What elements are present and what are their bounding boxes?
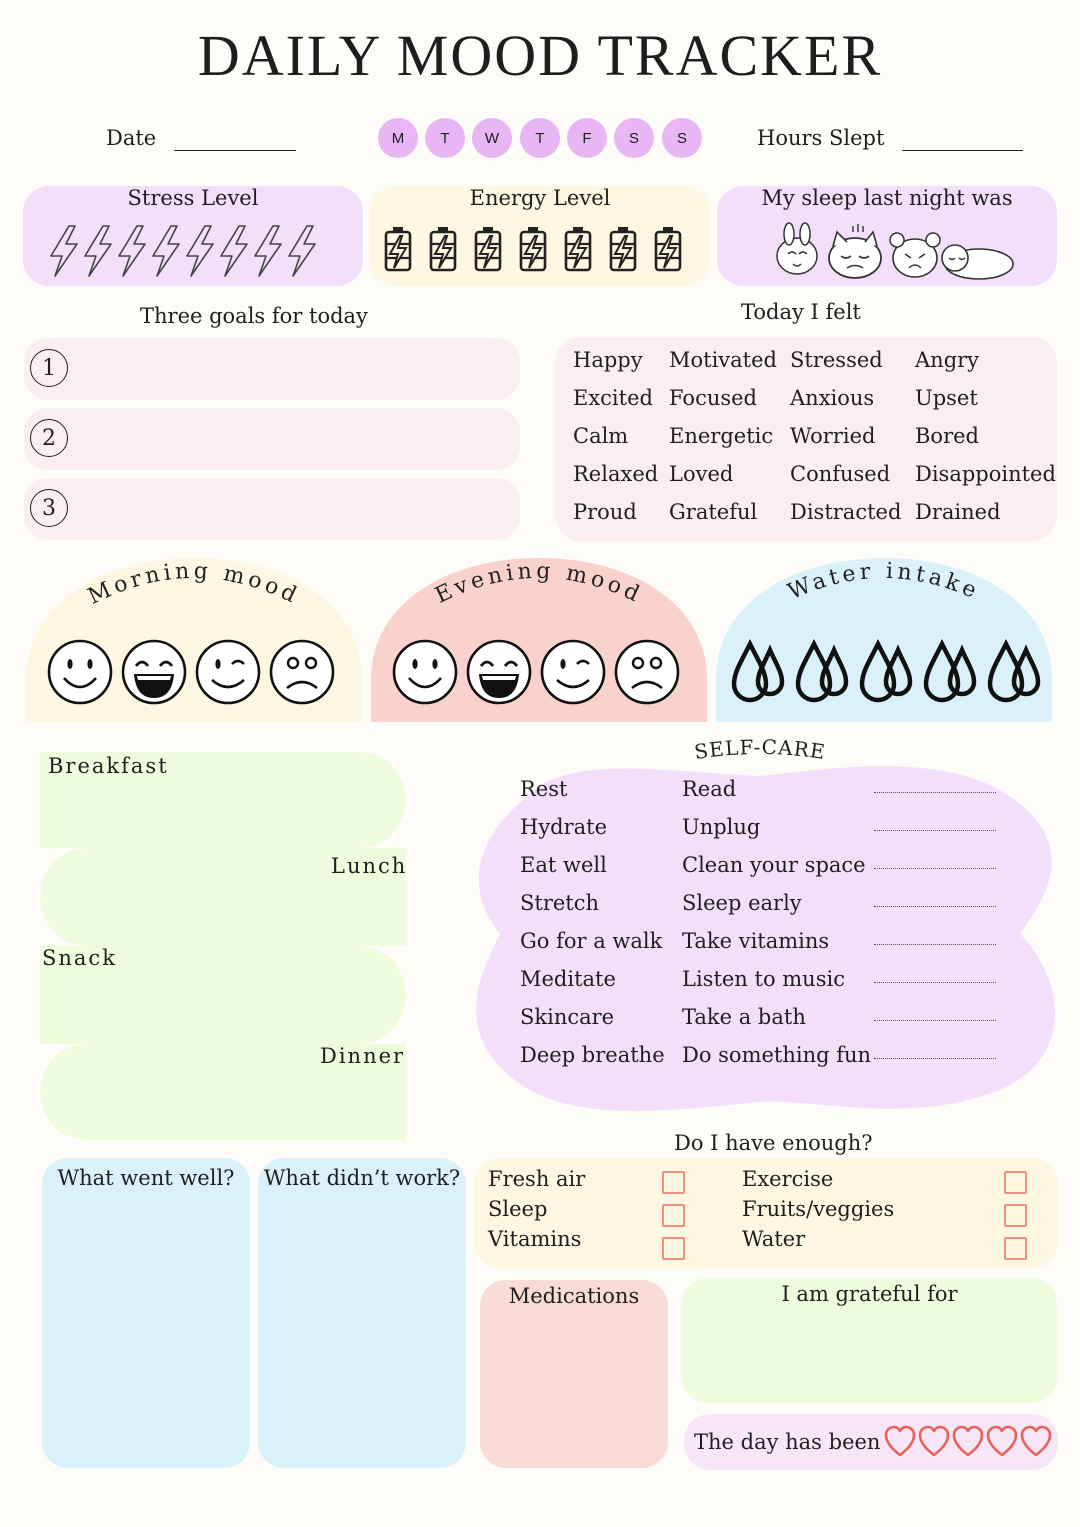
day-circle-wednesday[interactable]: W — [472, 118, 512, 158]
page-title: DAILY MOOD TRACKER — [197, 23, 883, 88]
sleeping-bear-sticker-icon[interactable] — [942, 245, 1013, 279]
morning-mood-title: Morning mood — [84, 558, 304, 610]
went-well-card[interactable] — [42, 1158, 250, 1468]
goal-number-1: 1 — [30, 349, 68, 387]
self-care-item: Listen to music — [682, 967, 845, 991]
crying-cat-sticker-icon[interactable] — [829, 224, 881, 278]
didnt-work-card[interactable] — [258, 1158, 466, 1468]
stress-bolts — [47, 224, 347, 278]
breakfast-label: Breakfast — [48, 754, 169, 778]
lightning-bolt-icon-5[interactable] — [187, 226, 213, 276]
goals-title: Three goals for today — [140, 304, 368, 328]
battery-icon-1[interactable] — [386, 227, 410, 270]
battery-icon-3[interactable] — [476, 227, 500, 270]
self-care-item: Eat well — [520, 853, 607, 877]
water-drop-icon-5[interactable] — [990, 644, 1038, 700]
water-intake-title: Water intake — [784, 558, 984, 606]
enough-checkbox[interactable] — [1004, 1204, 1027, 1227]
goal-row-2[interactable] — [24, 408, 520, 470]
laugh-icon-2[interactable] — [123, 641, 185, 703]
smile-icon-1[interactable] — [394, 641, 456, 703]
day-rating-hearts — [882, 1424, 1054, 1460]
lightning-bolt-icon-4[interactable] — [153, 226, 179, 276]
feeling-option[interactable]: Worried — [790, 424, 876, 448]
water-drops — [726, 638, 1046, 712]
self-care-dotted-line[interactable] — [874, 1058, 996, 1059]
self-care-item: Unplug — [682, 815, 761, 839]
enough-item: Fruits/veggies — [742, 1197, 895, 1221]
lunch-label: Lunch — [331, 854, 408, 878]
wink-icon-3[interactable] — [542, 641, 604, 703]
sad-icon-4[interactable] — [271, 641, 333, 703]
water-drop-icon-2[interactable] — [798, 644, 846, 700]
feeling-option[interactable]: Proud — [573, 500, 637, 524]
day-circle-sunday[interactable]: S — [662, 118, 702, 158]
felt-title: Today I felt — [741, 300, 861, 324]
self-care-dotted-line[interactable] — [874, 830, 996, 831]
day-circle-tuesday[interactable]: T — [425, 118, 465, 158]
self-care-item: Hydrate — [520, 815, 608, 839]
energy-batteries — [380, 224, 700, 278]
enough-item: Water — [742, 1227, 806, 1251]
lightning-bolt-icon-8[interactable] — [289, 226, 315, 276]
water-drop-icon-1[interactable] — [734, 644, 782, 700]
enough-item: Exercise — [742, 1167, 834, 1191]
bear-sticker-icon[interactable] — [890, 233, 940, 277]
medications-title: Medications — [508, 1284, 640, 1308]
enough-item: Sleep — [488, 1197, 548, 1221]
feeling-option[interactable]: Excited — [573, 386, 653, 410]
feeling-option[interactable]: Anxious — [790, 386, 875, 410]
sleep-stickers — [769, 220, 1019, 282]
energy-level-title: Energy Level — [469, 186, 611, 210]
self-care-item: Deep breathe — [520, 1043, 665, 1067]
laugh-icon-2[interactable] — [468, 641, 530, 703]
heart-icon-3[interactable] — [954, 1427, 982, 1455]
self-care-item: Read — [682, 777, 737, 801]
feeling-option[interactable]: Motivated — [669, 348, 777, 372]
goal-row-3[interactable] — [24, 478, 520, 540]
self-care-title: SELF-CARE — [692, 734, 828, 765]
self-care-item: Take a bath — [682, 1005, 806, 1029]
self-care-item: Rest — [520, 777, 568, 801]
went-well-title: What went well? — [57, 1166, 235, 1190]
enough-checkbox[interactable] — [1004, 1237, 1027, 1260]
dinner-label: Dinner — [320, 1044, 406, 1068]
battery-icon-5[interactable] — [566, 227, 590, 270]
goal-row-1[interactable] — [24, 338, 520, 400]
date-field[interactable] — [174, 150, 296, 151]
day-circle-thursday[interactable]: T — [520, 118, 560, 158]
bunny-sticker-icon[interactable] — [777, 223, 817, 274]
feeling-option[interactable]: Happy — [573, 348, 643, 372]
self-care-dotted-line[interactable] — [874, 1020, 996, 1021]
feeling-option[interactable]: Angry — [915, 348, 980, 372]
lightning-bolt-icon-3[interactable] — [119, 226, 145, 276]
date-label: Date — [106, 126, 157, 150]
self-care-dotted-line[interactable] — [874, 982, 996, 983]
feeling-option[interactable]: Bored — [915, 424, 979, 448]
self-care-item: Skincare — [520, 1005, 615, 1029]
feeling-option[interactable]: Grateful — [669, 500, 758, 524]
lightning-bolt-icon-1[interactable] — [51, 226, 77, 276]
battery-icon-6[interactable] — [611, 227, 635, 270]
enough-checkbox[interactable] — [662, 1204, 685, 1227]
enough-checkbox[interactable] — [662, 1171, 685, 1194]
goal-number-3: 3 — [30, 489, 68, 527]
feeling-option[interactable]: Focused — [669, 386, 757, 410]
enough-checkbox[interactable] — [1004, 1171, 1027, 1194]
feeling-option[interactable]: Drained — [915, 500, 1001, 524]
didnt-work-title: What didn’t work? — [263, 1166, 461, 1190]
sad-icon-4[interactable] — [616, 641, 678, 703]
enough-title: Do I have enough? — [674, 1131, 873, 1155]
battery-icon-2[interactable] — [431, 227, 455, 270]
feeling-option[interactable]: Confused — [790, 462, 891, 486]
heart-icon-2[interactable] — [920, 1427, 948, 1455]
heart-icon-4[interactable] — [988, 1427, 1016, 1455]
medications-card[interactable] — [480, 1280, 668, 1468]
battery-icon-7[interactable] — [656, 227, 680, 270]
self-care-item: Clean your space — [682, 853, 866, 877]
self-care-dotted-line[interactable] — [874, 944, 996, 945]
stress-level-card — [23, 186, 363, 286]
self-care-dotted-line[interactable] — [874, 792, 996, 793]
evening-mood-title: Evening mood — [431, 558, 647, 609]
feeling-option[interactable]: Disappointed — [915, 462, 1056, 486]
grateful-title: I am grateful for — [781, 1282, 958, 1306]
lightning-bolt-icon-6[interactable] — [221, 226, 247, 276]
feeling-option[interactable]: Loved — [669, 462, 734, 486]
self-care-item: Do something fun — [682, 1043, 872, 1067]
water-drop-icon-4[interactable] — [926, 644, 974, 700]
snack-label: Snack — [42, 946, 117, 970]
self-care-item: Go for a walk — [520, 929, 663, 953]
grateful-card[interactable] — [682, 1278, 1057, 1403]
self-care-item: Meditate — [520, 967, 616, 991]
day-rating-label: The day has been — [694, 1430, 881, 1454]
heart-icon-5[interactable] — [1022, 1427, 1050, 1455]
day-circle-friday[interactable]: F — [567, 118, 607, 158]
hours-slept-label: Hours Slept — [757, 126, 885, 150]
feeling-option[interactable]: Calm — [573, 424, 629, 448]
battery-icon-4[interactable] — [521, 227, 545, 270]
morning-faces — [40, 632, 350, 712]
enough-checkbox[interactable] — [662, 1237, 685, 1260]
enough-item: Fresh air — [488, 1167, 586, 1191]
feeling-option[interactable]: Stressed — [790, 348, 883, 372]
energy-level-card — [370, 186, 710, 286]
hours-slept-field[interactable] — [902, 150, 1023, 151]
self-care-item: Stretch — [520, 891, 600, 915]
self-care-dotted-line[interactable] — [874, 868, 996, 869]
self-care-item: Sleep early — [682, 891, 802, 915]
sleep-card — [717, 186, 1057, 286]
evening-faces — [385, 632, 695, 712]
sleep-title: My sleep last night was — [761, 186, 1013, 210]
goal-number-2: 2 — [30, 419, 68, 457]
day-circle-saturday[interactable]: S — [614, 118, 654, 158]
feeling-option[interactable]: Distracted — [790, 500, 902, 524]
feeling-option[interactable]: Upset — [915, 386, 978, 410]
enough-item: Vitamins — [488, 1227, 582, 1251]
heart-icon-1[interactable] — [886, 1427, 914, 1455]
lightning-bolt-icon-7[interactable] — [255, 226, 281, 276]
stress-level-title: Stress Level — [127, 186, 259, 210]
feeling-option[interactable]: Relaxed — [573, 462, 659, 486]
self-care-dotted-line[interactable] — [874, 906, 996, 907]
wink-icon-3[interactable] — [197, 641, 259, 703]
water-drop-icon-3[interactable] — [862, 644, 910, 700]
smile-icon-1[interactable] — [49, 641, 111, 703]
self-care-item: Take vitamins — [682, 929, 830, 953]
lightning-bolt-icon-2[interactable] — [85, 226, 111, 276]
day-circle-monday[interactable]: M — [378, 118, 418, 158]
feeling-option[interactable]: Energetic — [669, 424, 774, 448]
